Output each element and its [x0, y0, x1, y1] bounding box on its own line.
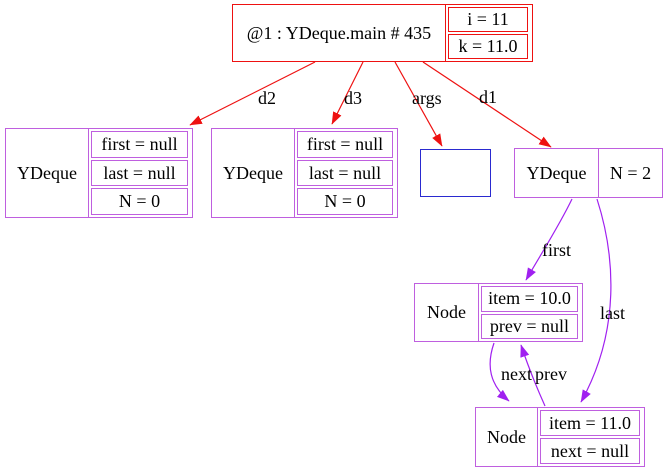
- edge-label-last: last: [600, 303, 625, 323]
- edge-label-prev: prev: [535, 364, 567, 384]
- frame-field-k: k = 11.0: [448, 34, 528, 59]
- field-first: first = null: [91, 131, 188, 158]
- field-item: item = 10.0: [481, 286, 578, 312]
- node-first-fields: [479, 284, 582, 341]
- stack-frame-fields: [446, 5, 532, 61]
- ydeque-object-d2: [5, 128, 193, 218]
- edge-label-d1: d1: [479, 87, 497, 107]
- stack-frame-title: @1 : YDeque.main # 435: [233, 5, 446, 61]
- ydeque-d1-type-label: YDeque: [515, 149, 599, 197]
- edge-last: [581, 199, 611, 402]
- args-array-node: [420, 149, 491, 197]
- ydeque-d2-fields: [89, 129, 192, 217]
- node-object-last: [475, 407, 645, 467]
- field-n: N = 0: [91, 188, 188, 215]
- field-item: item = 11.0: [540, 410, 640, 436]
- edge-d2: [190, 62, 315, 125]
- ydeque-d3-type-label: YDeque: [212, 129, 295, 217]
- frame-field-i: i = 11: [448, 7, 528, 32]
- edge-label-first: first: [542, 240, 571, 260]
- edge-label-d3: d3: [344, 88, 362, 108]
- field-prev: prev = null: [481, 314, 578, 340]
- field-next: next = null: [540, 438, 640, 464]
- ydeque-object-d1: [514, 148, 663, 198]
- edge-label-d2: d2: [258, 88, 276, 108]
- field-last: last = null: [91, 160, 188, 187]
- node-last-type-label: Node: [476, 408, 538, 466]
- node-object-first: [414, 283, 583, 342]
- edge-label-next: next: [501, 364, 532, 384]
- field-first: first = null: [297, 131, 393, 158]
- ydeque-d2-type-label: YDeque: [6, 129, 89, 217]
- ydeque-d3-fields: [295, 129, 397, 217]
- field-n: N = 2: [609, 162, 652, 183]
- ydeque-d1-fields: [599, 149, 662, 197]
- node-first-type-label: Node: [415, 284, 479, 341]
- edge-label-args: args: [412, 88, 442, 108]
- field-n: N = 0: [297, 188, 393, 215]
- ydeque-object-d3: [211, 128, 398, 218]
- node-last-fields: [538, 408, 644, 466]
- stack-frame-node: [232, 4, 533, 62]
- field-last: last = null: [297, 160, 393, 187]
